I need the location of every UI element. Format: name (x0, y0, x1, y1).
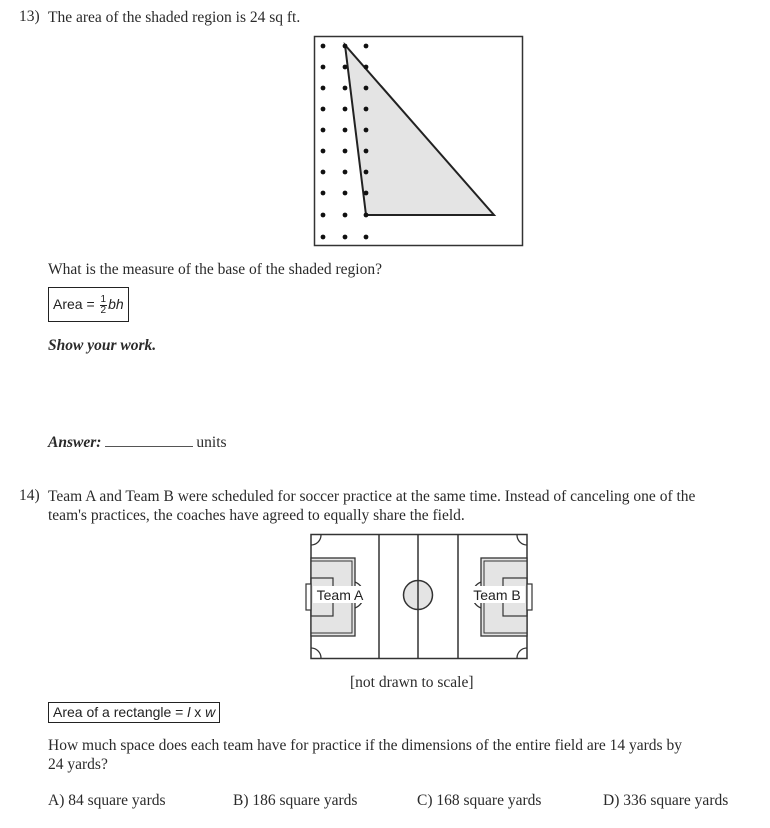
dot-grid-triangle-figure (312, 34, 526, 249)
formula-prefix: Area of a rectangle = (53, 704, 188, 720)
question-14-number: 14) (19, 487, 40, 504)
area-rectangle-formula-box (48, 702, 220, 723)
choice-b[interactable]: B) 186 square yards (233, 792, 358, 809)
team-b-label: Team B (473, 587, 521, 603)
answer-line (48, 432, 227, 452)
question-14-prompt-line2: team's practices, the coaches have agreed to equally share the field. (48, 507, 465, 524)
formula-suffix: bh (108, 296, 124, 312)
team-a-label: Team A (316, 587, 364, 603)
answer-blank[interactable] (105, 432, 193, 447)
show-work-label: Show your work. (48, 337, 157, 354)
answer-units: units (196, 434, 227, 451)
one-half-fraction (100, 295, 108, 316)
choice-c[interactable]: C) 168 square yards (417, 792, 542, 809)
answer-label: Answer: (48, 434, 102, 451)
choice-a[interactable]: A) 84 square yards (48, 792, 166, 809)
choice-d[interactable]: D) 336 square yards (603, 792, 729, 809)
fraction-denominator: 2 (100, 304, 107, 316)
question-14-question-line1: How much space does each team have for practice if the dimensions of the entire field are 14 yards by (48, 737, 682, 754)
formula-length: l (187, 704, 191, 720)
formula-prefix: Area = (53, 296, 99, 312)
formula-width: w (205, 704, 216, 720)
formula-times: x (190, 704, 206, 720)
soccer-field-figure (302, 530, 538, 664)
question-13-question: What is the measure of the base of the shaded region? (48, 261, 382, 278)
question-14-prompt-line1: Team A and Team B were scheduled for soccer practice at the same time. Instead of canceling one of the (48, 488, 696, 505)
fraction-numerator: 1 (100, 293, 107, 305)
figure-caption: [not drawn to scale] (350, 674, 474, 691)
question-13-prompt: The area of the shaded region is 24 sq ft. (48, 9, 301, 26)
area-triangle-formula-box (48, 287, 129, 322)
question-13-number: 13) (19, 8, 40, 25)
question-14-question-line2: 24 yards? (48, 756, 108, 773)
